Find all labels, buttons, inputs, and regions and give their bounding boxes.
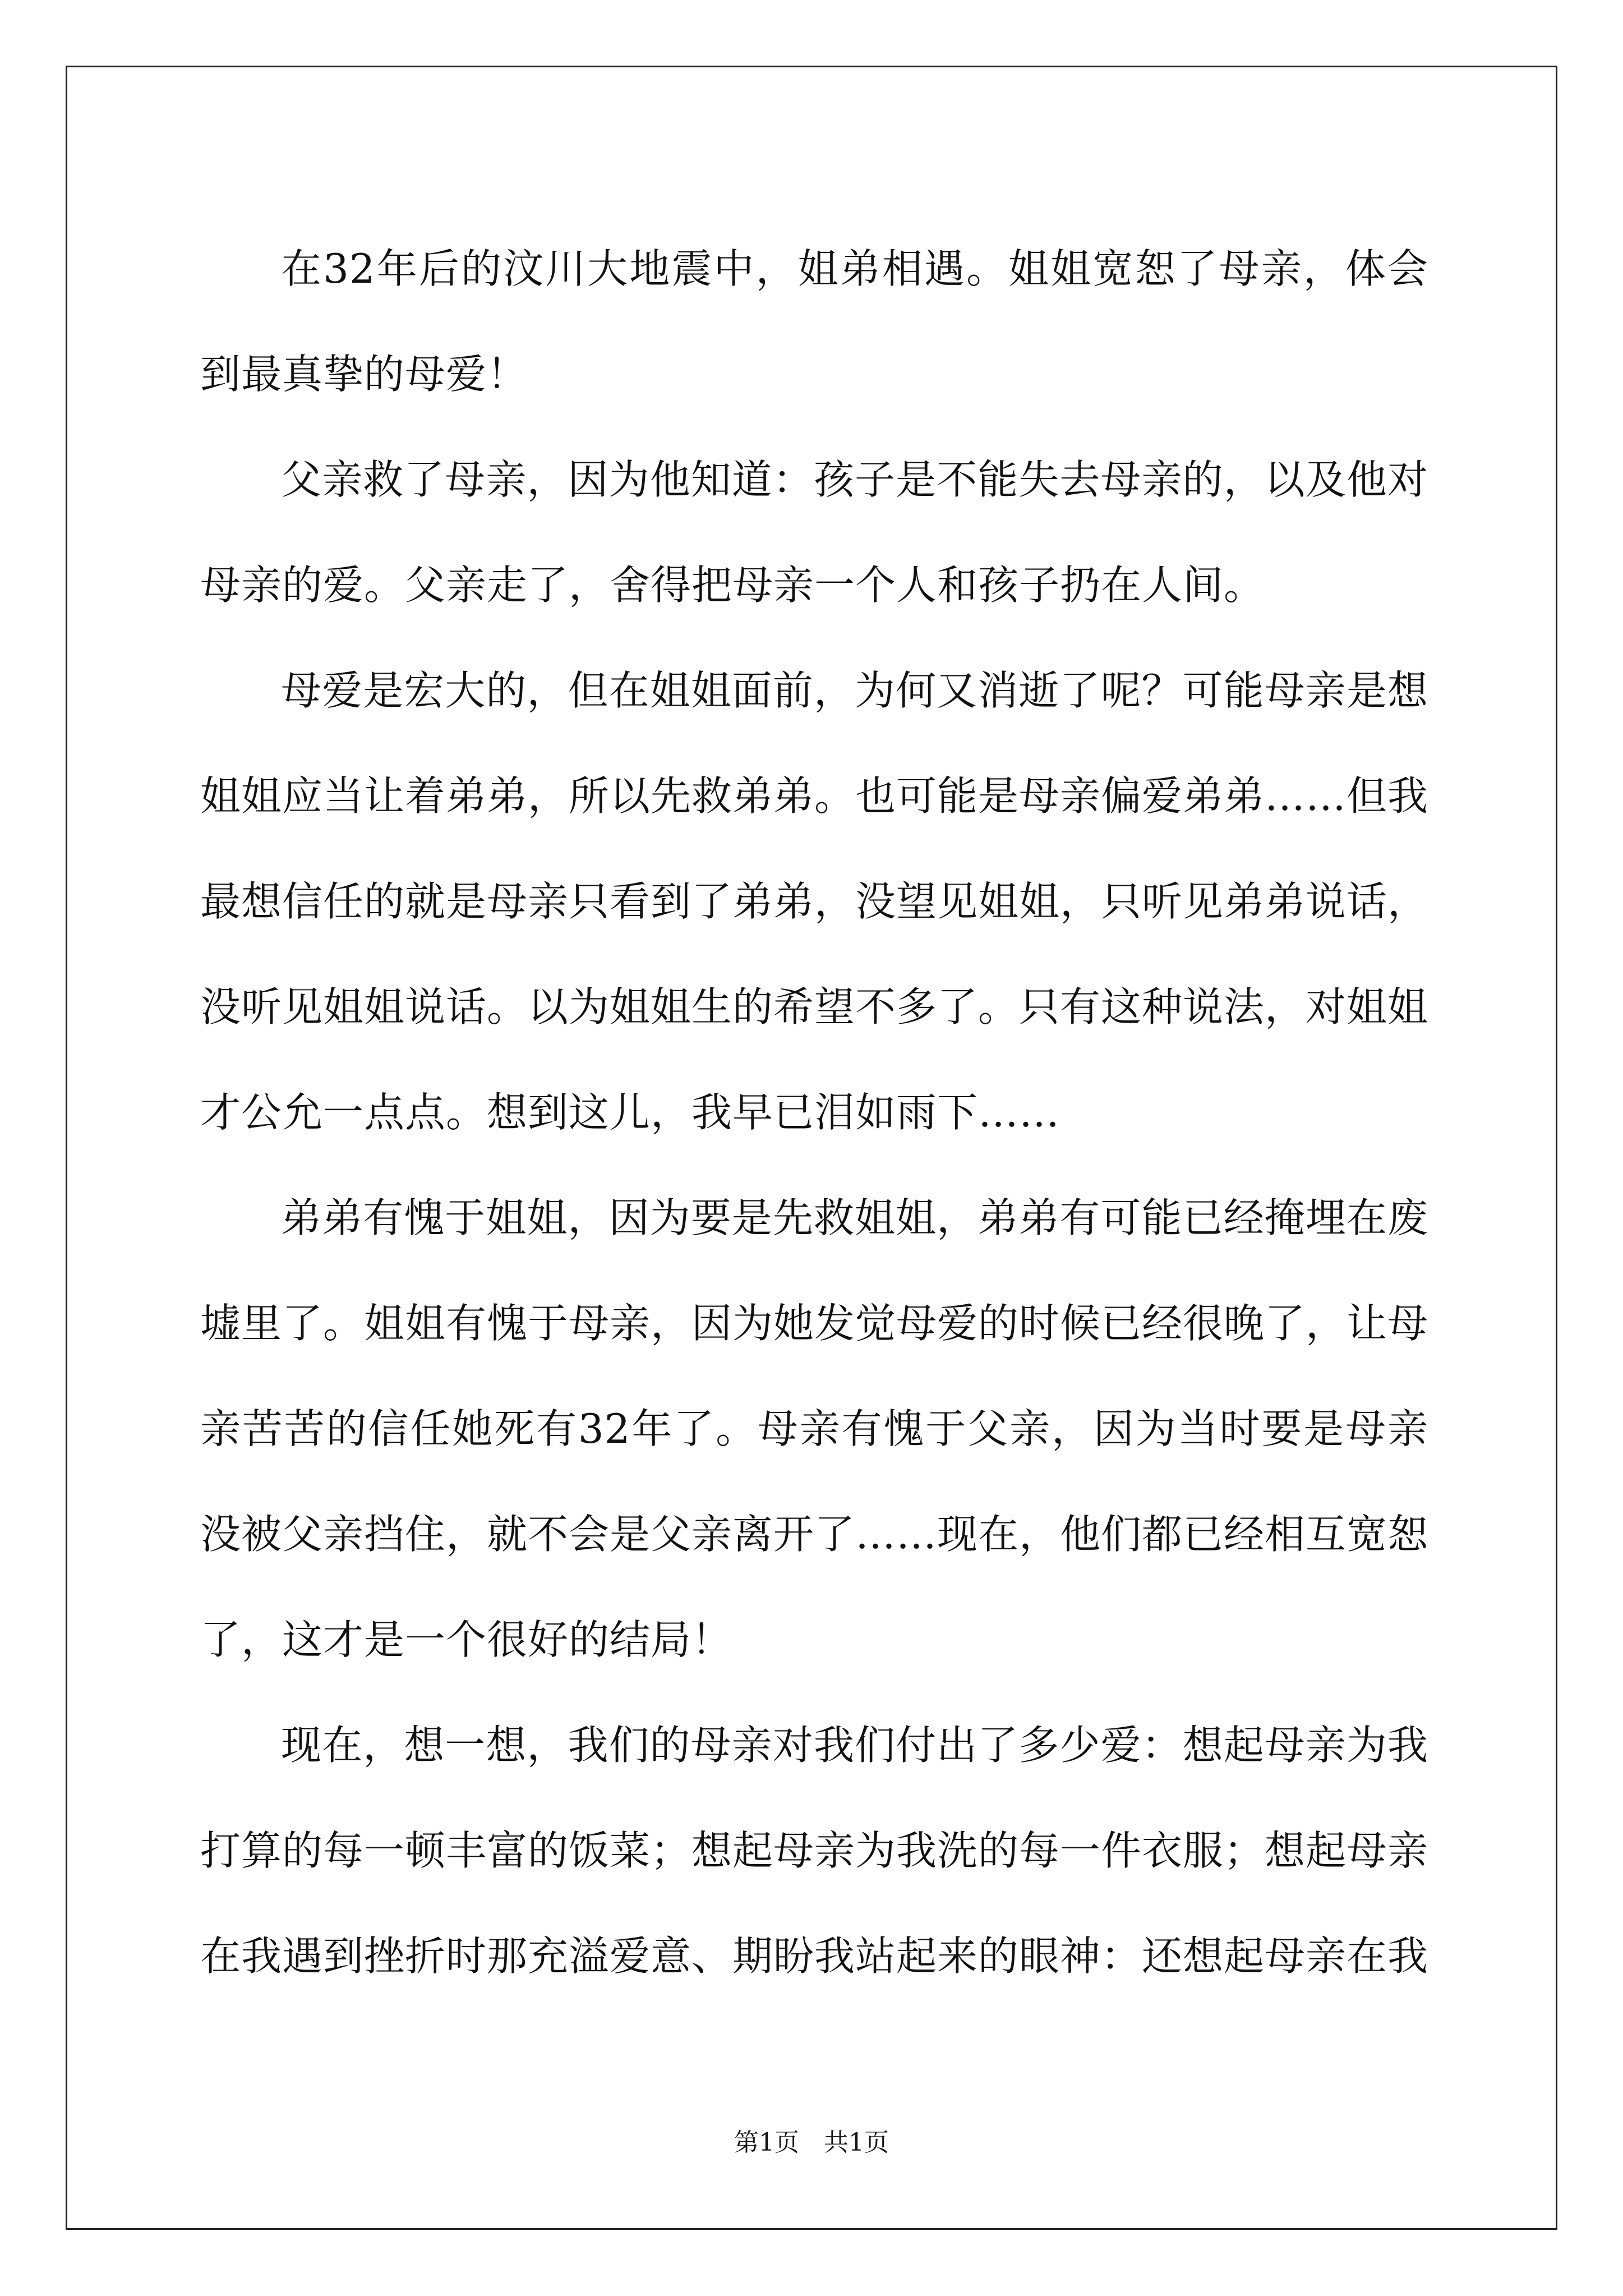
document-body [200, 216, 1428, 2029]
page-number: 第1页 共1页 [734, 2128, 889, 2157]
paragraph-1: 在32年后的汶川大地震中，姐弟相遇。姐姐宽恕了母亲，体会到最真挚的母爱！ [200, 245, 1428, 398]
paragraph-5: 现在，想一想，我们的母亲对我们付出了多少爱：想起母亲为我打算的每一顿丰富的饭菜；想起母亲为我洗的每一件衣服；想起母亲在我遇到挫折时那充溢爱意、期盼我站起来的眼神：还想起母亲在我 [200, 1722, 1429, 1980]
paragraph-3: 母爱是宏大的，但在姐姐面前，为何又消逝了呢？可能母亲是想姐姐应当让着弟弟，所以先救弟弟。也可能是母亲偏爱弟弟……但我最想信任的就是母亲只看到了弟弟，没望见姐姐，只听见弟弟说话，没听见姐姐说话。以为姐姐生的希望不多了。只有这种说法，对姐姐才公允一点点。想到这儿，我早已泪如雨下…… [200, 667, 1429, 1136]
paragraph-2: 父亲救了母亲，因为他知道：孩子是不能失去母亲的，以及他对母亲的爱。父亲走了，舍得把母亲一个人和孩子扔在人间。 [200, 456, 1428, 609]
paragraph-4: 弟弟有愧于姐姐，因为要是先救姐姐，弟弟有可能已经掩埋在废墟里了。姐姐有愧于母亲，因为她发觉母爱的时候已经很晚了，让母亲苦苦的信任她死有32年了。母亲有愧于父亲，因为当时要是母亲没被父亲挡住，就不会是父亲离开了……现在，他们都已经相互宽恕了，这才是一个很好的结局！ [200, 1194, 1429, 1663]
